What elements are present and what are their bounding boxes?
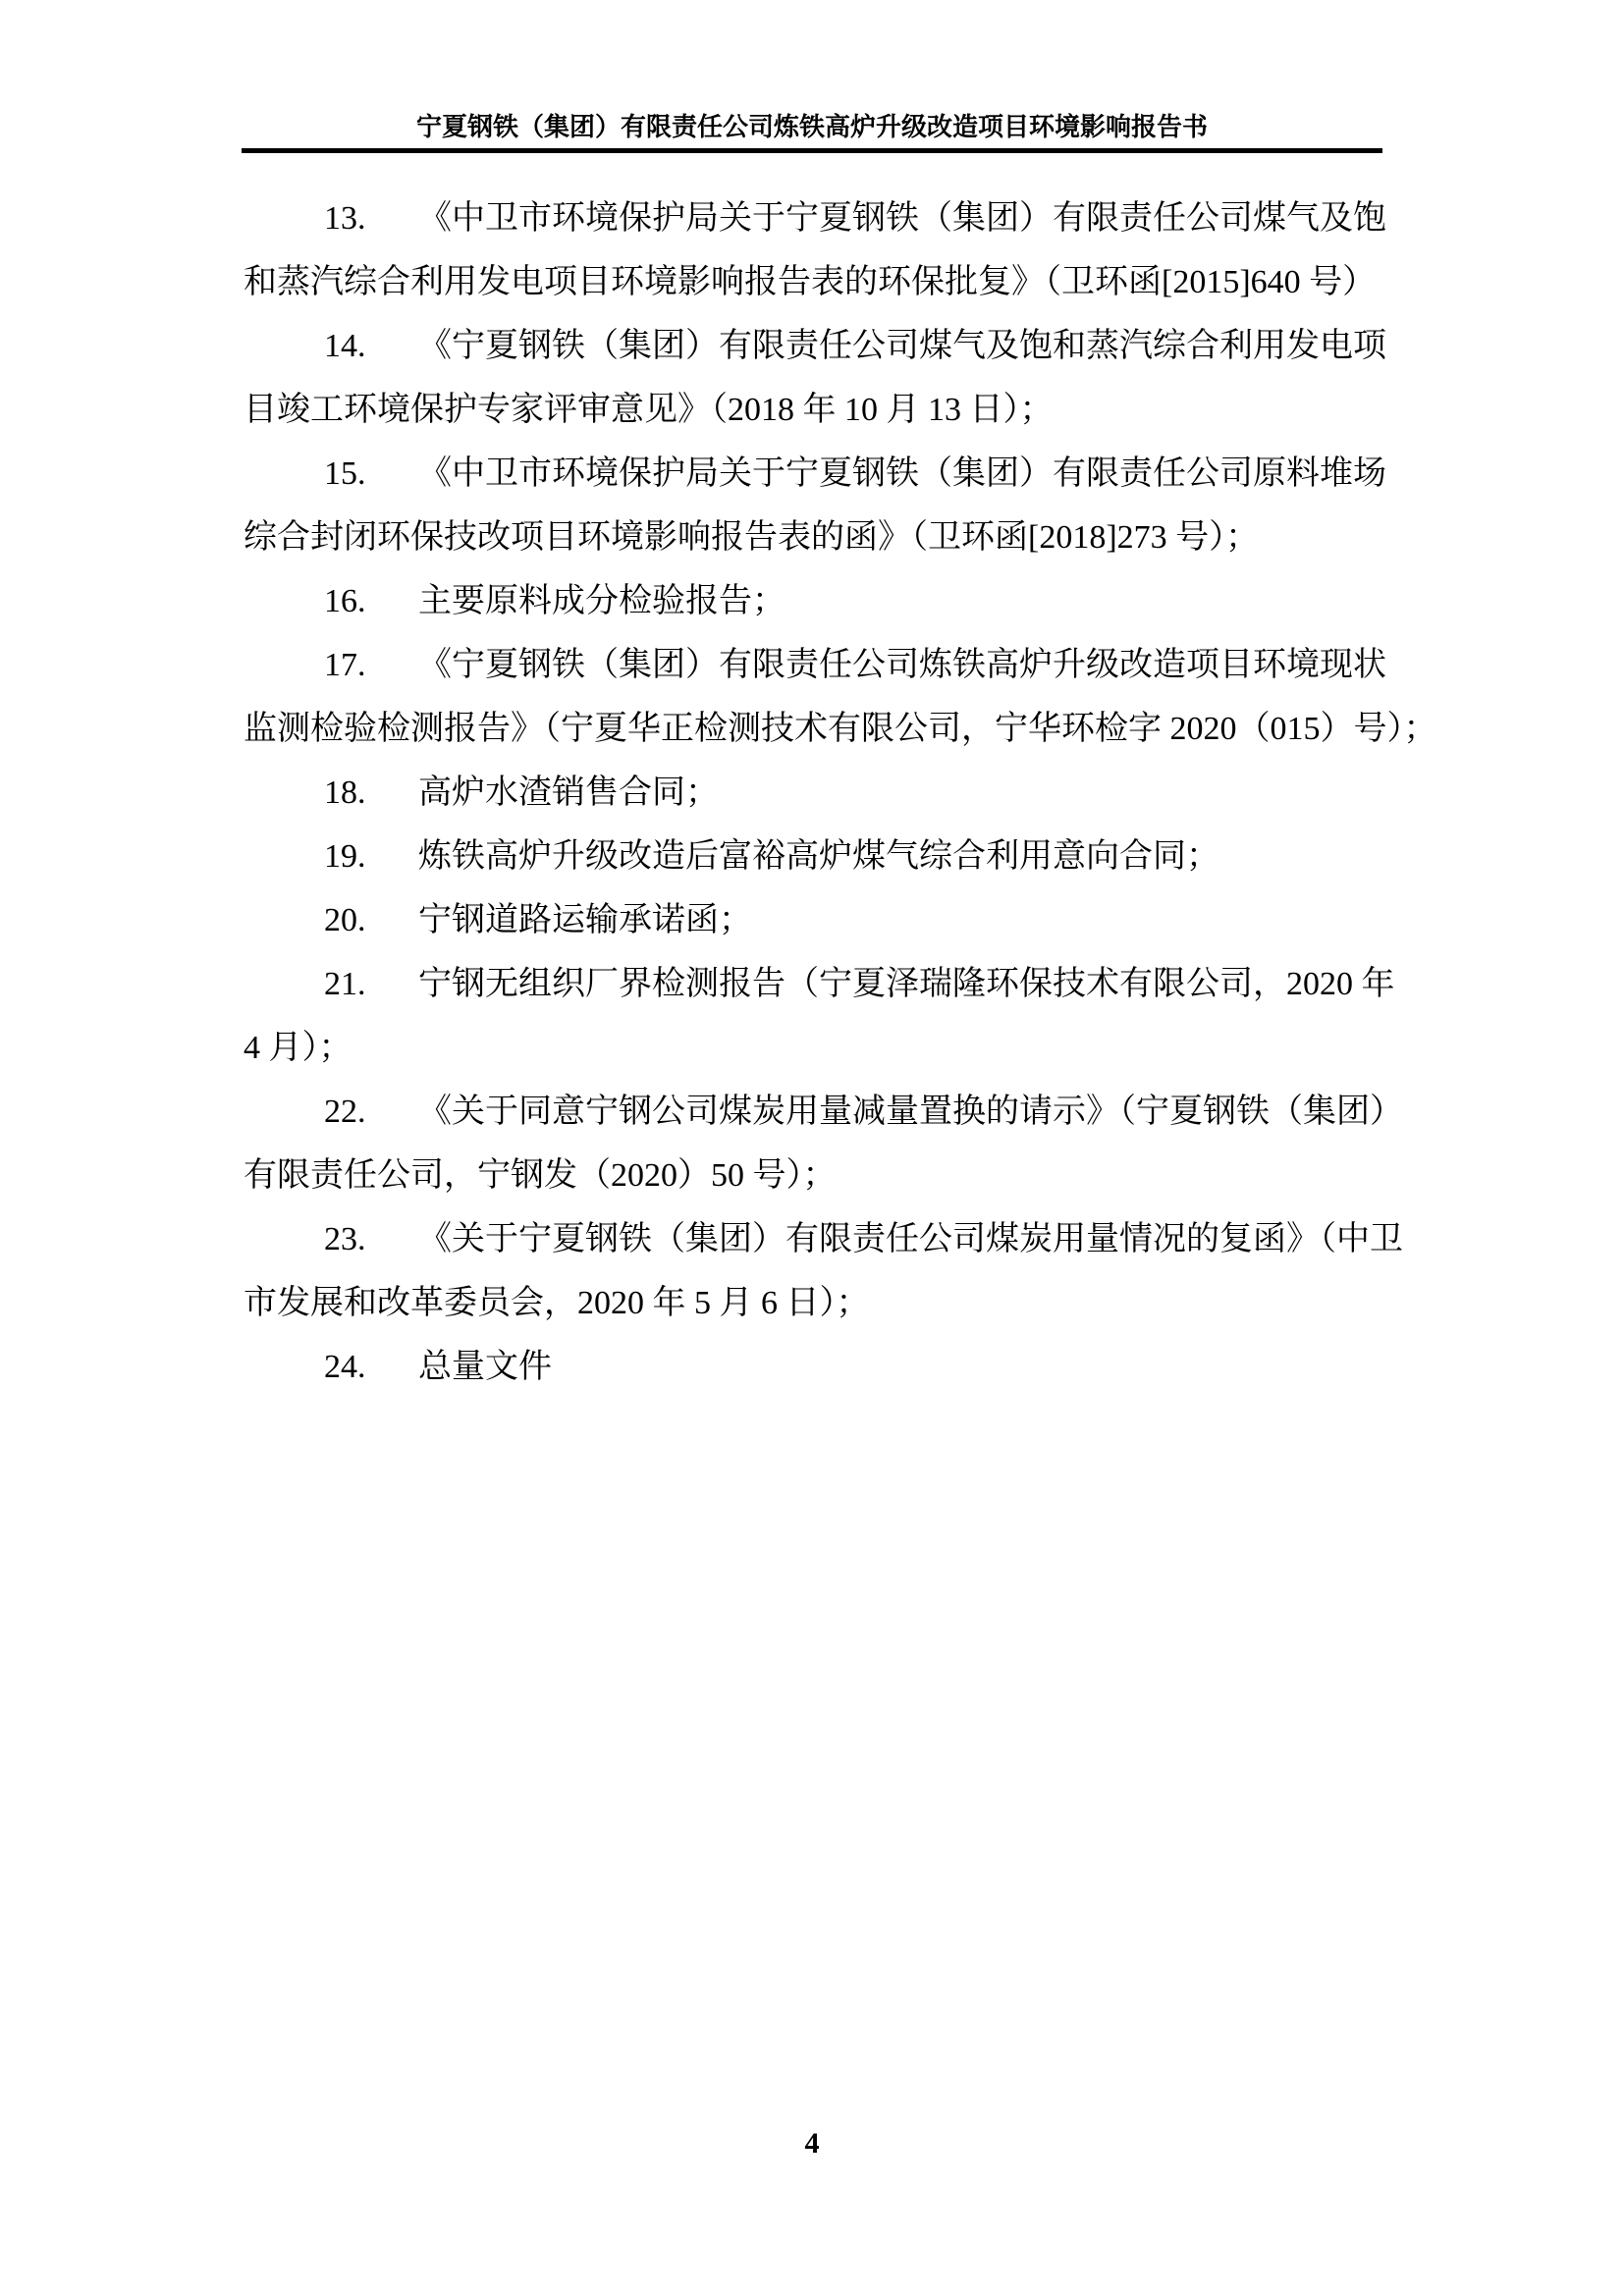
- list-item: [244, 761, 1392, 825]
- list-item: [244, 187, 1392, 314]
- list-item-line: 综合封闭环保技改项目环境影响报告表的函》（卫环函[2018]273 号）；: [244, 519, 1260, 556]
- item-text: 《关于同意宁钢公司煤炭用量减量置换的请示》（宁夏钢铁（集团）: [418, 1094, 1403, 1130]
- item-text: 宁钢道路运输承诺函；: [418, 902, 752, 938]
- item-number: 14.: [324, 328, 366, 364]
- item-number: 20.: [324, 902, 366, 938]
- list-item-line: [244, 952, 1395, 1016]
- item-number: 17.: [324, 647, 366, 683]
- list-item: [244, 442, 1392, 569]
- item-number: 22.: [324, 1094, 366, 1130]
- list-item-line: [244, 1207, 1403, 1271]
- list-item-line: 和蒸汽综合利用发电项目环境影响报告表的环保批复》（卫环函[2015]640 号）: [244, 264, 1377, 300]
- list-item-line: [244, 633, 1392, 697]
- list-item-line: [244, 569, 1392, 633]
- item-number: 13.: [324, 200, 366, 237]
- list-item: [244, 1080, 1403, 1207]
- list-item: [244, 569, 1392, 633]
- item-text: 炼铁高炉升级改造后富裕高炉煤气综合利用意向合同；: [418, 838, 1219, 875]
- header-title: 宁夏钢铁（集团）有限责任公司炼铁高炉升级改造项目环境影响报告书: [415, 113, 1208, 141]
- list-item-line: [244, 442, 1392, 506]
- list-item-line: [244, 187, 1392, 250]
- item-text: 《宁夏钢铁（集团）有限责任公司煤气及饱和蒸汽综合利用发电项: [418, 328, 1386, 364]
- item-number: 15.: [324, 455, 366, 492]
- item-text: 《中卫市环境保护局关于宁夏钢铁（集团）有限责任公司煤气及饱: [418, 200, 1386, 237]
- item-text: 《关于宁夏钢铁（集团）有限责任公司煤炭用量情况的复函》（中卫: [418, 1221, 1403, 1257]
- list-item-line: [244, 314, 1392, 378]
- list-item: [244, 1207, 1403, 1335]
- list-item-line: 有限责任公司，宁钢发（2020）50 号）；: [244, 1157, 837, 1194]
- list-item-line: [244, 1335, 1392, 1399]
- item-text: 宁钢无组织厂界检测报告（宁夏泽瑞隆环保技术有限公司，2020 年: [418, 966, 1395, 1002]
- page-number: 4: [804, 2127, 820, 2160]
- item-text: 《中卫市环境保护局关于宁夏钢铁（集团）有限责任公司原料堆场: [418, 455, 1386, 492]
- list-item-line: 市发展和改革委员会，2020 年 5 月 6 日）；: [244, 1285, 870, 1321]
- list-item: [244, 314, 1392, 442]
- item-number: 21.: [324, 966, 366, 1002]
- item-text: 《宁夏钢铁（集团）有限责任公司炼铁高炉升级改造项目环境现状: [418, 647, 1386, 683]
- list-item-line: 目竣工环境保护专家评审意见》（2018 年 10 月 13 日）；: [244, 392, 1054, 428]
- header-rule: [242, 148, 1382, 153]
- list-item-line: [244, 761, 1392, 825]
- item-number: 23.: [324, 1221, 366, 1257]
- item-number: 24.: [324, 1349, 366, 1385]
- list-item: [244, 825, 1392, 888]
- item-text: 总量文件: [418, 1349, 552, 1385]
- item-number: 18.: [324, 774, 366, 811]
- list-item-line: 监测检验检测报告》（宁夏华正检测技术有限公司，宁华环检字 2020（015）号）；: [244, 711, 1437, 747]
- item-text: 高炉水渣销售合同；: [418, 774, 719, 811]
- list-item: [244, 952, 1395, 1080]
- list-item: [244, 633, 1437, 761]
- item-text: 主要原料成分检验报告；: [418, 583, 785, 619]
- list-item-line: [244, 888, 1392, 952]
- list-item: [244, 1335, 1392, 1399]
- list-item: [244, 888, 1392, 952]
- reference-list: [244, 187, 1437, 1399]
- list-item-line: [244, 825, 1392, 888]
- item-number: 16.: [324, 583, 366, 619]
- list-item-line: [244, 1080, 1403, 1144]
- page-footer: [0, 2123, 1624, 2164]
- item-number: 19.: [324, 838, 366, 875]
- list-item-line: 4 月）；: [244, 1030, 352, 1066]
